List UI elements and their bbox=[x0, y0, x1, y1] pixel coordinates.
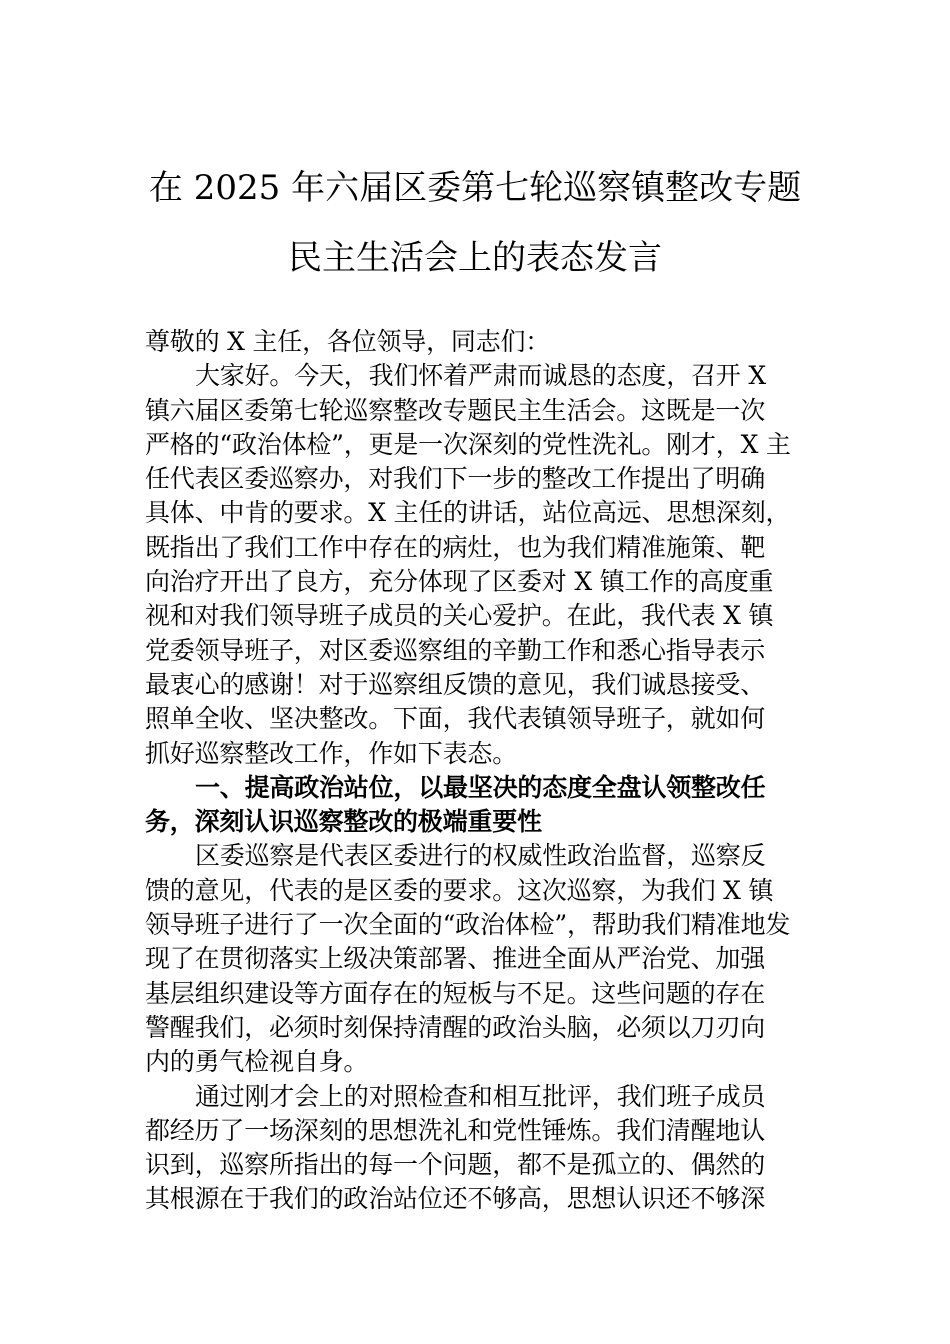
body-text-line: 尊敬的 X 主任，各位领导，同志们： bbox=[145, 327, 551, 356]
body-text-line: 照单全收、坚决整改。下面，我代表镇领导班子，就如何 bbox=[145, 704, 766, 734]
body-text-line: 严格的“政治体检”，更是一次深刻的党性洗礼。刚才，X 主 bbox=[145, 429, 791, 459]
section-heading-line: 一、提高政治站位，以最坚决的态度全盘认领整改任 bbox=[195, 772, 766, 802]
body-text-line: 通过刚才会上的对照检查和相互批评，我们班子成员 bbox=[195, 1081, 766, 1111]
document-title-line-2: 民主生活会上的表态发言 bbox=[288, 238, 662, 278]
body-text-line: 任代表区委巡察办，对我们下一步的整改工作提出了明确 bbox=[145, 464, 766, 494]
body-text-line: 其根源在于我们的政治站位还不够高，思想认识还不够深 bbox=[145, 1184, 766, 1214]
body-text-line: 现了在贯彻落实上级决策部署、推进全面从严治党、加强 bbox=[145, 944, 766, 974]
body-text-line: 党委领导班子，对区委巡察组的辛勤工作和悉心指导表示 bbox=[145, 635, 766, 665]
body-text-line: 最衷心的感谢！对于巡察组反馈的意见，我们诚恳接受、 bbox=[145, 669, 766, 699]
body-text-line: 警醒我们，必须时刻保持清醒的政治头脑，必须以刀刃向 bbox=[145, 1012, 766, 1042]
document-body bbox=[145, 325, 810, 1217]
body-text-line: 大家好。今天，我们怀着严肃而诚恳的态度，召开 X bbox=[195, 361, 766, 391]
body-text-line: 领导班子进行了一次全面的“政治体检”，帮助我们精准地发 bbox=[145, 910, 791, 940]
body-text-line: 镇六届区委第七轮巡察整改专题民主生活会。这既是一次 bbox=[145, 395, 766, 425]
body-text-line: 都经历了一场深刻的思想洗礼和党性锤炼。我们清醒地认 bbox=[145, 1115, 766, 1145]
body-text-line: 识到，巡察所指出的每一个问题，都不是孤立的、偶然的 bbox=[145, 1150, 766, 1180]
body-text-line: 内的勇气检视自身。 bbox=[145, 1047, 369, 1077]
body-text-line: 基层组织建设等方面存在的短板与不足。这些问题的存在 bbox=[145, 978, 766, 1008]
body-text-line: 馈的意见，代表的是区委的要求。这次巡察，为我们 X 镇 bbox=[145, 875, 774, 905]
body-text-line: 具体、中肯的要求。X 主任的讲话，站位高远、思想深刻， bbox=[145, 498, 791, 528]
body-text-line: 既指出了我们工作中存在的病灶，也为我们精准施策、靶 bbox=[145, 532, 766, 562]
section-heading-line: 务，深刻认识巡察整改的极端重要性 bbox=[145, 807, 542, 837]
body-text-line: 向治疗开出了良方，充分体现了区委对 X 镇工作的高度重 bbox=[145, 567, 774, 597]
body-text-line: 视和对我们领导班子成员的关心爱护。在此，我代表 X 镇 bbox=[145, 601, 774, 631]
document-title-line-1: 在 2025 年六届区委第七轮巡察镇整改专题 bbox=[148, 168, 802, 208]
body-text-line: 抓好巡察整改工作，作如下表态。 bbox=[145, 738, 518, 768]
body-text-line: 区委巡察是代表区委进行的权威性政治监督，巡察反 bbox=[195, 841, 766, 871]
